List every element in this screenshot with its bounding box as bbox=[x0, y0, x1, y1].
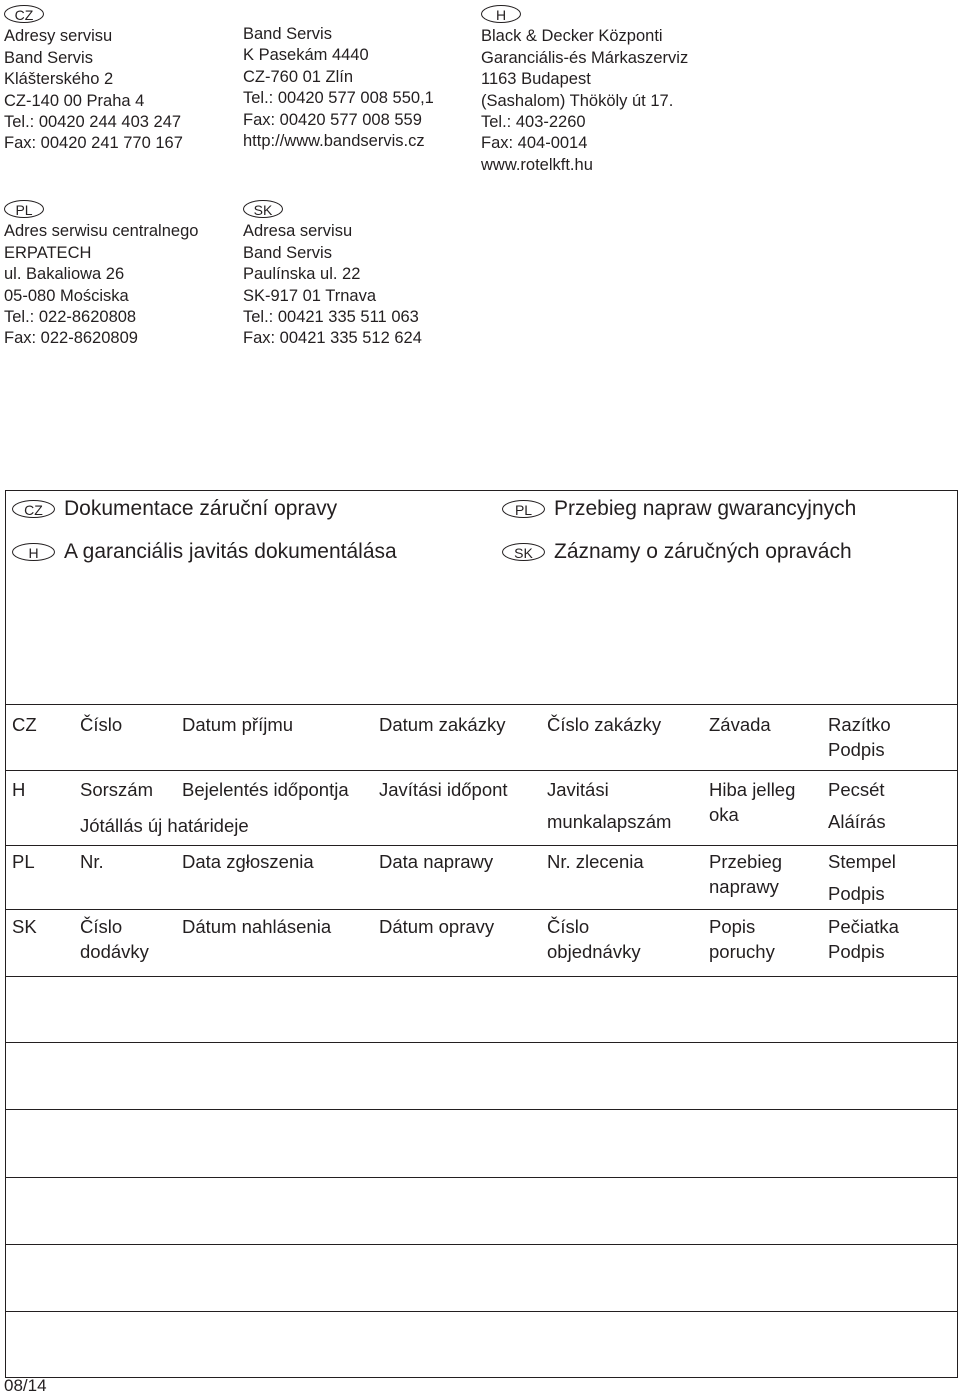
address-line: Paulínska ul. 22 bbox=[243, 265, 361, 284]
title-sk bbox=[502, 540, 852, 564]
address-line: Tel.: 022-8620808 bbox=[4, 308, 137, 327]
table-rule bbox=[5, 770, 958, 771]
row-cz-order-number: Číslo zakázky bbox=[547, 714, 662, 735]
address-line: Garanciális-és Márkaszerviz bbox=[481, 48, 689, 67]
row-pl-received: Data zgłoszenia bbox=[182, 851, 314, 872]
address-cz-zlin bbox=[243, 24, 434, 152]
row-sk-number: Číslo dodávky bbox=[80, 916, 149, 962]
address-line: (Sashalom) Thököly út 17. bbox=[481, 91, 674, 110]
title-text: Záznamy o záručných opravách bbox=[554, 540, 852, 563]
row-sk-order-number: Číslo objednávky bbox=[547, 916, 641, 962]
row-cz-received: Datum příjmu bbox=[182, 714, 294, 735]
address-line: Tel.: 403-2260 bbox=[481, 113, 586, 132]
address-line: Adres serwisu centralnego bbox=[4, 222, 199, 241]
address-line: CZ-760 01 Zlín bbox=[243, 67, 354, 86]
address-line: Adresy servisu bbox=[4, 27, 113, 46]
address-line: ul. Bakaliowa 26 bbox=[4, 265, 125, 284]
title-text: A garanciális javitás dokumentálása bbox=[64, 540, 397, 563]
address-line: Fax: 00420 241 770 167 bbox=[4, 134, 183, 153]
address-sk bbox=[243, 200, 422, 350]
row-h-signature: Aláírás bbox=[828, 811, 886, 832]
row-pl-fault: Przebieg naprawy bbox=[709, 851, 783, 897]
row-sk-lang: SK bbox=[12, 916, 37, 937]
address-line: Band Servis bbox=[4, 48, 93, 67]
record-row-1[interactable] bbox=[6, 977, 957, 1041]
row-sk-received: Dátum nahlásenia bbox=[182, 916, 332, 937]
address-h bbox=[481, 5, 688, 176]
title-text: Przebieg napraw gwarancyjnych bbox=[554, 497, 857, 520]
row-cz-number: Číslo bbox=[80, 714, 123, 735]
title-h bbox=[12, 540, 397, 564]
country-badge-pl: PL bbox=[4, 200, 44, 218]
record-row-3[interactable] bbox=[6, 1110, 957, 1176]
address-pl bbox=[4, 200, 198, 350]
country-badge-cz: CZ bbox=[12, 500, 55, 518]
address-line: SK-917 01 Trnava bbox=[243, 286, 376, 305]
table-rule bbox=[5, 704, 958, 705]
row-h-repair-date: Javítási időpont bbox=[379, 779, 508, 800]
country-badge-h: H bbox=[481, 5, 521, 23]
row-h-guarantee: Jótállás új határideje bbox=[80, 815, 249, 836]
address-line: Band Servis bbox=[243, 243, 332, 262]
title-pl bbox=[502, 497, 856, 521]
country-badge-h: H bbox=[12, 543, 55, 561]
address-line: Fax: 404-0014 bbox=[481, 134, 588, 153]
row-h-number: Sorszám bbox=[80, 779, 153, 800]
country-badge-cz: CZ bbox=[4, 5, 44, 23]
row-h-fault: Hiba jelleg oka bbox=[709, 779, 796, 825]
row-cz-stamp: Razítko Podpis bbox=[828, 714, 891, 760]
table-rule bbox=[5, 845, 958, 846]
record-row-6[interactable] bbox=[6, 1312, 957, 1376]
row-sk-fault: Popis poruchy bbox=[709, 916, 775, 962]
country-badge-sk: SK bbox=[243, 200, 283, 218]
record-row-5[interactable] bbox=[6, 1245, 957, 1310]
country-badge-pl: PL bbox=[502, 500, 545, 518]
row-sk-repair-date: Dátum opravy bbox=[379, 916, 495, 937]
row-pl-number: Nr. bbox=[80, 851, 104, 872]
address-line: Tel.: 00420 244 403 247 bbox=[4, 113, 182, 132]
address-line: Tel.: 00420 577 008 550,1 bbox=[243, 89, 434, 108]
address-line: Adresa servisu bbox=[243, 222, 353, 241]
table-rule bbox=[5, 909, 958, 910]
record-row-2[interactable] bbox=[6, 1043, 957, 1108]
row-cz-order-date: Datum zakázky bbox=[379, 714, 506, 735]
address-line: CZ-140 00 Praha 4 bbox=[4, 91, 145, 110]
title-cz bbox=[12, 497, 337, 521]
row-h-received: Bejelentés időpontja bbox=[182, 779, 349, 800]
address-cz bbox=[4, 5, 183, 155]
address-line: Black & Decker Központi bbox=[481, 27, 663, 46]
row-pl-stamp: Stempel bbox=[828, 851, 896, 872]
address-line: K Pasekám 4440 bbox=[243, 46, 369, 65]
row-h-lang: H bbox=[12, 779, 26, 800]
row-pl-repair-date: Data naprawy bbox=[379, 851, 494, 872]
address-line: 1163 Budapest bbox=[481, 70, 591, 89]
row-sk-stamp: Pečiatka Podpis bbox=[828, 916, 899, 962]
row-cz-lang: CZ bbox=[12, 714, 37, 735]
address-line: Fax: 00420 577 008 559 bbox=[243, 110, 422, 129]
address-line: ERPATECH bbox=[4, 243, 92, 262]
row-pl-lang: PL bbox=[12, 851, 35, 872]
row-h-stamp: Pecsét bbox=[828, 779, 885, 800]
address-line: 05-080 Mościska bbox=[4, 286, 129, 305]
address-website[interactable]: www.rotelkft.hu bbox=[481, 155, 593, 174]
address-line: Band Servis bbox=[243, 25, 332, 43]
address-website[interactable]: http://www.bandservis.cz bbox=[243, 132, 425, 151]
address-line: Tel.: 00421 335 511 063 bbox=[243, 308, 419, 327]
row-h-worksheet: Javitási bbox=[547, 779, 609, 800]
document-code: 08/14 bbox=[4, 1376, 47, 1395]
address-line: Fax: 022-8620809 bbox=[4, 329, 138, 348]
row-pl-order-number: Nr. zlecenia bbox=[547, 851, 644, 872]
address-line: Klášterského 2 bbox=[4, 70, 114, 89]
record-row-4[interactable] bbox=[6, 1178, 957, 1243]
row-pl-signature: Podpis bbox=[828, 883, 885, 904]
address-line: Fax: 00421 335 512 624 bbox=[243, 329, 422, 348]
row-h-worksheet-2: munkalapszám bbox=[547, 811, 672, 832]
country-badge-sk: SK bbox=[502, 543, 545, 561]
row-cz-fault: Závada bbox=[709, 714, 771, 735]
title-text: Dokumentace záruční opravy bbox=[64, 497, 338, 520]
